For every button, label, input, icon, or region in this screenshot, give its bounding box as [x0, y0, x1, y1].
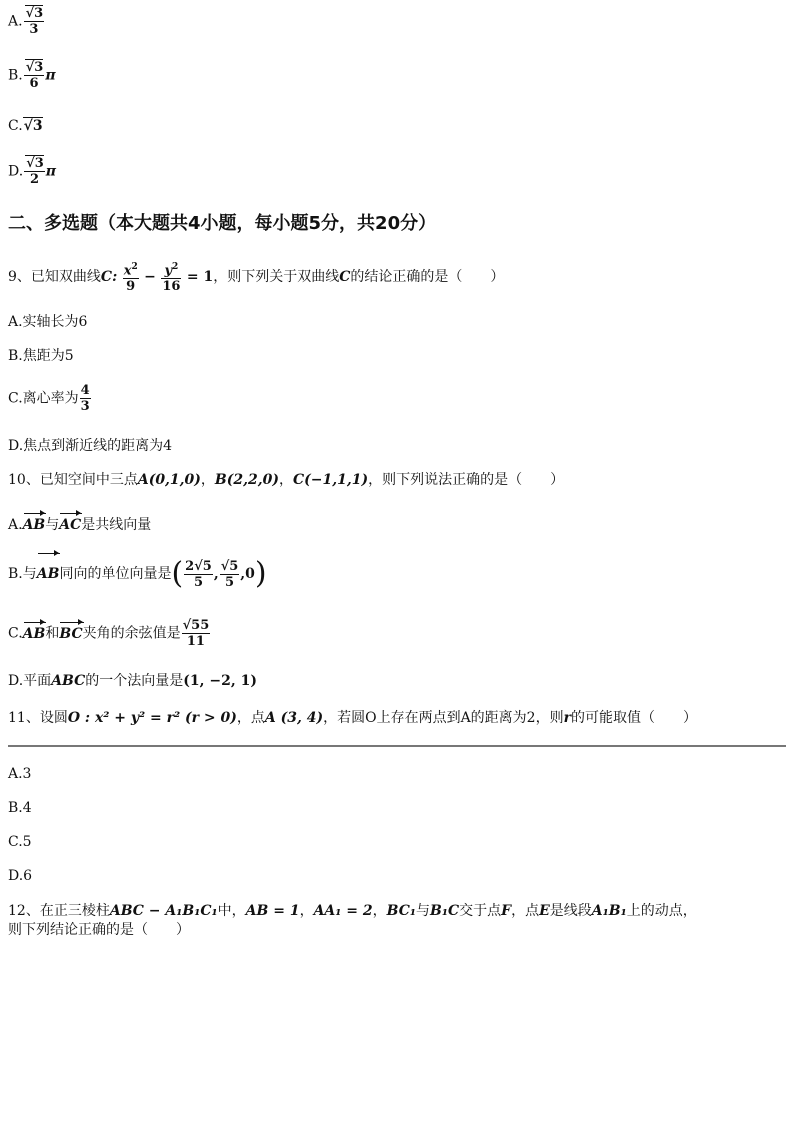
question-9: 9、已知双曲线C: $\frac{x^2}{9}$ − $\frac{y^2}{16}$ = 1，则下列关于双曲线C的结论正确的是（ ） — [8, 262, 505, 295]
q11-option-d[interactable]: D.6 — [8, 868, 33, 884]
question-text: 中， — [217, 903, 246, 919]
numerator: √5 — [220, 558, 239, 574]
numerator: 2√5 — [185, 558, 212, 574]
option-text: 是共线向量 — [81, 517, 152, 533]
point-f: F — [501, 903, 512, 919]
question-10: 10、已知空间中三点A(0,1,0)，B(2,2,0)，C(−1,1,1)，则下列说法正确的是（ ） — [8, 472, 565, 488]
denominator: 9 — [123, 278, 139, 294]
fraction — [80, 383, 91, 414]
question-text: 12、在正三棱柱 — [8, 903, 110, 919]
option-text: B.与 — [8, 566, 37, 582]
option-letter: B. — [8, 67, 23, 84]
q11-option-b[interactable]: B.4 — [8, 800, 32, 816]
question-text: 交于点 — [459, 903, 502, 919]
q8-option-d[interactable] — [8, 156, 56, 187]
vector-bc: BC — [59, 625, 83, 642]
equals-one: = 1 — [186, 269, 214, 286]
length-ab: AB = 1 — [245, 903, 300, 919]
question-text: 的结论正确的是（ ） — [350, 269, 505, 286]
numerator: √55 — [182, 618, 210, 633]
fraction-y: $\frac{y^2}{16}$ — [162, 262, 181, 295]
numerator: 4 — [80, 383, 90, 398]
fraction — [220, 559, 240, 590]
q8-option-a[interactable] — [8, 6, 45, 37]
option-letter: A. — [8, 517, 23, 533]
prism-label: ABC − A₁B₁C₁ — [109, 903, 218, 919]
option-letter: A. — [8, 13, 23, 30]
vector-ac: AC — [59, 517, 82, 533]
option-text: D.平面 — [8, 673, 52, 689]
denominator: 2 — [24, 171, 45, 187]
question-11 — [8, 709, 697, 727]
var-x: x — [123, 263, 132, 279]
fraction — [24, 6, 45, 37]
denominator: 11 — [182, 633, 211, 649]
fraction-x: $\frac{x^2}{9}$ — [123, 262, 138, 295]
question-text: ， — [372, 903, 387, 919]
option-letter: C. — [8, 625, 23, 642]
numerator: √3 — [25, 6, 44, 21]
q9-option-a[interactable]: A.实轴长为6 — [8, 314, 88, 330]
question-text: ， — [299, 903, 314, 919]
point-b: B(2,2,0) — [214, 472, 279, 488]
denominator: 6 — [24, 75, 45, 91]
option-text: 的一个法向量是 — [85, 673, 184, 689]
question-12 — [8, 902, 697, 920]
q8-option-b[interactable] — [8, 60, 56, 91]
numerator: √3 — [26, 156, 44, 171]
q9-option-d[interactable]: D.焦点到渐近线的距离为4 — [8, 438, 173, 454]
fraction — [184, 559, 213, 590]
pi-symbol: π — [45, 163, 57, 180]
question-text: 的可能取值（ ） — [570, 710, 697, 726]
segment-a1b1: A₁B₁ — [591, 903, 627, 919]
q10-option-b[interactable]: B.与AB同向的单位向量是( $\frac{2√5}{5}$ , $\frac{√5}{5}$ ,0) — [8, 556, 267, 591]
question-text: 11、设圆 — [8, 710, 68, 726]
q8-option-c[interactable] — [8, 117, 43, 135]
curve-label: C — [339, 269, 351, 286]
question-text: ，点 — [236, 710, 265, 726]
circle-equation: O : x² + y² = r² (r > 0) — [67, 710, 237, 726]
question-text: ，则下列说法正确的是（ ） — [368, 472, 565, 488]
q9-option-b[interactable]: B.焦距为5 — [8, 348, 74, 364]
vector-ab: AB — [37, 556, 60, 592]
question-text: ，点 — [511, 903, 540, 919]
option-text: 夹角的余弦值是 — [82, 625, 181, 642]
plane-label: ABC — [51, 673, 86, 689]
denominator: 5 — [184, 574, 213, 590]
var-y: y — [164, 263, 173, 279]
pi-symbol: π — [45, 67, 56, 84]
q9-option-c[interactable] — [8, 383, 92, 414]
q10-option-c[interactable] — [8, 618, 211, 649]
option-letter: D. — [8, 163, 24, 180]
point-a: A(0,1,0) — [137, 472, 201, 488]
option-letter: C. — [8, 118, 23, 134]
denominator: 3 — [24, 21, 45, 37]
option-text: 和 — [45, 625, 60, 642]
point-e: E — [539, 903, 550, 919]
length-aa1: AA₁ = 2 — [313, 903, 373, 919]
point-a: A (3, 4) — [264, 710, 324, 726]
fraction — [24, 60, 45, 91]
question-text: ，若圆O上存在两点到A的距离为2，则 — [323, 710, 564, 726]
numerator: √3 — [25, 60, 44, 75]
segment-bc1: BC₁ — [386, 903, 417, 919]
option-text: 与 — [45, 517, 60, 533]
q11-option-a[interactable]: A.3 — [8, 766, 32, 782]
point-c: C(−1,1,1) — [292, 472, 369, 488]
denominator: 16 — [162, 279, 181, 295]
fraction — [24, 156, 45, 187]
var-r: r — [563, 710, 571, 726]
question-text: 与 — [416, 903, 431, 919]
section-heading: 二、多选题（本大题共4小题，每小题5分，共20分） — [8, 213, 437, 234]
q11-option-c[interactable]: C.5 — [8, 834, 32, 850]
vector-ab: AB — [22, 517, 46, 533]
question-text: 9、已知双曲线 — [8, 269, 101, 286]
question-12-line-2: 则下列结论正确的是（ ） — [8, 922, 190, 938]
divider — [8, 745, 786, 747]
denominator: 5 — [220, 574, 240, 590]
question-text: 上的动点， — [626, 903, 697, 919]
normal-vector: (1, −2, 1) — [183, 673, 257, 689]
q10-option-d[interactable] — [8, 672, 257, 690]
question-text: 10、已知空间中三点 — [8, 472, 138, 488]
fraction — [182, 618, 211, 649]
option-text: 同向的单位向量是 — [59, 566, 172, 582]
curve-label: C: — [100, 269, 118, 286]
question-text: ，则下列关于双曲线 — [213, 269, 340, 286]
sqrt-expression: √3 — [23, 118, 43, 134]
q10-option-a[interactable] — [8, 516, 151, 534]
option-text: C.离心率为 — [8, 390, 79, 407]
question-text: 是线段 — [549, 903, 592, 919]
vector-ab: AB — [22, 625, 46, 642]
zero: 0 — [245, 566, 255, 582]
segment-b1c: B₁C — [430, 903, 460, 919]
denominator: 3 — [80, 399, 90, 414]
